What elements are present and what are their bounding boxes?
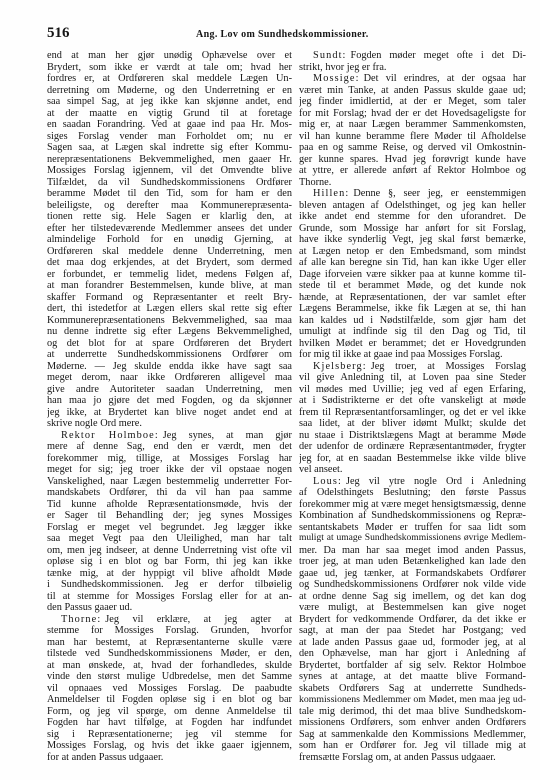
line-text: jeg finder imidlertid, at der er Meget, som taler: [299, 96, 526, 107]
line-text: Kombination af Sundhedskommissionens og Repræ-: [299, 510, 526, 521]
text-line: [47, 568, 292, 580]
paragraph: [47, 430, 292, 614]
text-line: [299, 269, 526, 281]
line-text: nu staae i Distriktslægens Magt at beramme Møde: [299, 429, 526, 441]
line-text: jeg for, at en saadan Bestemmelse ikke vilde blive: [299, 452, 526, 464]
speaker-name: Thorne:: [61, 613, 102, 625]
line-text: stede til et berammet Møde, og det kunde nok: [299, 280, 526, 291]
text-line: [299, 430, 526, 442]
text-line: [299, 648, 526, 660]
text-line: [47, 211, 292, 223]
text-line: [299, 280, 526, 292]
line-text: end at man her gjør unødig Ophævelse over et: [47, 50, 292, 61]
text-line: [299, 556, 526, 568]
line-text: for mit Forslag; hvad der er det Hovedsageligste for: [299, 107, 526, 119]
line-text: man har bestemt, at Repræsentanterne skulle være: [47, 636, 292, 648]
text-line: [47, 96, 292, 108]
line-text: af alle kan beregne sin Tid, han kan ikke Uger eller: [299, 257, 526, 268]
text-line: [47, 556, 292, 568]
line-text: stemme for Mossiges Forslag. Grunden, hvorfor: [47, 625, 292, 636]
text-line: [47, 223, 292, 235]
text-line: [47, 269, 292, 281]
text-line: [299, 510, 526, 522]
text-line: [299, 395, 526, 407]
line-text: at lade anden Passus gaae ud, formoder jeg, at al: [299, 636, 526, 648]
text-line: [47, 395, 292, 407]
text-line: [299, 717, 526, 729]
text-line: [299, 200, 526, 212]
text-line: [47, 131, 292, 143]
text-line: [47, 108, 292, 120]
text-line: [299, 62, 526, 74]
line-text: og Sundhedskommissionens Ordfører nok vilde vide: [299, 579, 526, 590]
text-line: [47, 349, 292, 361]
line-text: troer jeg, at man uden Betænkelighed kan lade den: [299, 556, 526, 567]
text-line: [299, 326, 526, 338]
text-line: [299, 177, 526, 189]
line-text: nerepræsentationens Bekvemmelighed, men gaaer Hr.: [47, 153, 292, 165]
text-line: [47, 533, 292, 545]
text-line: [47, 476, 292, 488]
text-line: [299, 338, 526, 350]
line-text: mandskabets Ordfører, thi da vil han paa samme: [47, 487, 292, 498]
line-text: Mossiges Forslag igjennem, vil det Omvendte blive: [47, 165, 292, 176]
text-line: [299, 706, 526, 718]
text-line: [47, 303, 292, 315]
line-text: hvilken Mødet er berammet; det er Hovedgrunden: [299, 337, 526, 349]
text-line: [47, 165, 292, 177]
text-line: [299, 671, 526, 683]
line-text: sentantskabets Møder er truffen for saa lidt som: [299, 521, 526, 533]
text-line: [47, 292, 292, 304]
text-line: [47, 706, 292, 718]
text-line: [299, 579, 526, 591]
text-line: [299, 545, 526, 557]
text-line: [47, 62, 292, 74]
line-text: Form, og jeg vil spørge, om denne Anmeldelse til: [47, 705, 292, 717]
text-line: [299, 740, 526, 752]
line-text: Forslag er meget vel begrundet. Jeg lægger ikke: [47, 521, 292, 533]
text-line: [299, 694, 526, 706]
speaker-name: Sundt:: [313, 50, 347, 61]
text-line: [47, 510, 292, 522]
text-line: [47, 614, 292, 626]
text-line: [47, 315, 292, 327]
line-text: Jeg troer, at Mossiges Forslag: [370, 360, 526, 372]
text-line: [47, 740, 292, 752]
line-text: han maa jo gjøre det med Fogden, og da skjønner: [47, 395, 292, 406]
line-text: det maa dog erkjendes, at det Brydert, som dermed: [47, 257, 292, 268]
line-text: er forbundet, er temmelig lidet, medens Følgen af,: [47, 268, 292, 280]
text-line: [299, 85, 526, 97]
line-text: ikke andet end stemme for den uforandret. De: [299, 211, 526, 222]
text-line: [299, 464, 526, 476]
line-text: skaffer Formand og Repræsentanter et reelt Bry-: [47, 291, 292, 303]
text-line: [299, 165, 526, 177]
text-line: [299, 349, 526, 361]
line-text: synes at antage, at det maatte blive Formand-: [299, 671, 526, 682]
text-line: [299, 315, 526, 327]
text-line: [47, 142, 292, 154]
text-line: [299, 625, 526, 637]
paragraph: [299, 188, 526, 361]
speaker-name: Hillen:: [313, 188, 350, 199]
line-text: have ikke synderlig Vegt, jeg skal først bemærke,: [299, 234, 526, 245]
line-text: for at anden Passus udgaaer.: [47, 751, 164, 763]
text-line: [47, 453, 292, 465]
text-line: [47, 430, 292, 442]
text-line: [299, 131, 526, 143]
line-text: en saadan Forandring. Ved at gaae ind paa Hr. Mos-: [47, 119, 292, 130]
line-text: sagt, at man der paa Stedet har Postgang; ved: [299, 625, 526, 636]
line-text: gaae ud, jeg tænker, at Formandskabets Ordfører: [299, 567, 526, 579]
line-text: paa en og samme Reise, og derved vil Omkostnin-: [299, 142, 526, 153]
line-text: beramme Mødet til den Tid, som for ham er den: [47, 188, 292, 199]
line-text: at underrette Sundhedskommissionens Ordfører om: [47, 349, 292, 360]
line-text: Grunde, som Mossige har anført for sit Forslag,: [299, 222, 526, 234]
paragraph: [47, 50, 292, 430]
left-column: [47, 50, 292, 763]
line-text: vil opnaaes ved Mossiges Forslag. De paabudte: [47, 682, 292, 694]
text-line: [47, 625, 292, 637]
line-text: tale mig derimod, thi det maa blive Sundhedskom-: [299, 705, 526, 717]
text-line: [299, 154, 526, 166]
line-text: kan kaldes ud i Nødstilfælde, som gjør ham det: [299, 314, 526, 326]
line-text: Tilfældet, da vil Sundhedskommissionens Ordfører: [47, 176, 292, 188]
line-text: vel anseet.: [299, 464, 343, 475]
line-text: kommissionens Medlemmer om Mødet, men maa jeg ud-: [299, 694, 526, 705]
line-text: der udenfor de ordinære Repræsentantmøder, frygter: [299, 441, 526, 452]
line-text: Mossiges Forslag, og hvis det ikke gaaer igjennem,: [47, 740, 292, 751]
line-text: meget derom, naar ikke Ordføreren alligevel maa: [47, 372, 292, 383]
line-text: fordres er, at Ordføreren skal meddele Lægen Un-: [47, 73, 292, 84]
text-line: [47, 487, 292, 499]
text-line: [47, 648, 292, 660]
paragraph: [299, 73, 526, 188]
text-line: [299, 499, 526, 511]
line-text: Brydert, som ikke er værdt at tale om; hvad her: [47, 61, 292, 73]
text-line: [47, 246, 292, 258]
line-text: vil give Anledning til, at Loven paa sine Steder: [299, 372, 526, 383]
text-line: [299, 729, 526, 741]
line-text: den Ophævelse, man har gjort i Anledning af: [299, 648, 526, 659]
line-text: muligt at umage Sundhedskommissionens øvrige Medlem-: [299, 533, 526, 543]
text-line: [299, 384, 526, 396]
line-text: vil han kunne beramme flere Møder til Afholdelse: [299, 130, 526, 142]
text-line: [299, 108, 526, 120]
line-text: derretning om Møderne, og den Underretning er en: [47, 84, 292, 96]
line-text: om, men jeg indseer, at denne Underretning vist ofte vil: [47, 544, 292, 556]
text-line: [47, 280, 292, 292]
line-text: som han er Ordfører for. Jeg vil tillade mig at: [299, 740, 526, 751]
text-line: [299, 246, 526, 258]
text-line: [299, 50, 526, 62]
line-text: dert, thi istedetfor at Lægen ellers skal rette sig efter: [47, 303, 292, 314]
text-line: [299, 292, 526, 304]
text-line: [299, 683, 526, 695]
line-text: saa meget Vegt paa den Uleilighed, man har talt: [47, 533, 292, 544]
text-line: [47, 384, 292, 396]
line-text: af Odelsthingets Beslutning; den første Passus: [299, 487, 526, 498]
text-line: [299, 142, 526, 154]
text-line: [299, 223, 526, 235]
line-text: bleven antagen af Odelsthinget, og jeg kan heller: [299, 199, 526, 211]
text-line: [47, 522, 292, 534]
line-text: tænke mig, at der hyppigt vil blive afholdt Møde: [47, 567, 292, 579]
text-line: [47, 499, 292, 511]
line-text: Brydertet, bortfalder af sig selv. Rektor Holmboe: [299, 659, 526, 671]
line-text: Thorne.: [299, 176, 332, 188]
text-line: [47, 407, 292, 419]
paragraph: [299, 361, 526, 476]
text-line: [299, 752, 526, 764]
line-text: at man forandrer Bestemmelsen, kunde blive, at man: [47, 280, 292, 291]
line-text: Sagen saa, at Lægen skal indrette sig efter Kommu-: [47, 142, 292, 153]
line-text: frem til Repræsentantforsamlinger, og det er vel ikke: [299, 406, 526, 418]
text-line: [47, 683, 292, 695]
running-title: Ang. Lov om Sundhedskommissioner.: [196, 29, 369, 40]
text-line: [47, 50, 292, 62]
line-text: at Lægen netop er den Embedsmand, som mindst: [299, 245, 526, 257]
line-text: at man ønskede, at, hvad der forhandledes, skulde: [47, 659, 292, 671]
line-text: Jeg synes, at man gjør: [162, 429, 292, 441]
text-line: [299, 211, 526, 223]
text-line: [47, 257, 292, 269]
line-text: for mig til ikke at gaae ind paa Mossiges Forslag.: [299, 349, 503, 360]
text-line: [299, 476, 526, 488]
line-text: Ordføreren skal meddele denne Underretning, men: [47, 245, 292, 257]
line-text: være muligt, at Bestemmelsen kan give noget: [299, 602, 526, 613]
text-line: [299, 73, 526, 85]
text-line: [47, 200, 292, 212]
text-line: [47, 671, 292, 683]
line-text: at der maatte en vigtig Grund til at foretage: [47, 107, 292, 119]
text-line: [47, 119, 292, 131]
line-text: forekommer mig, tillige, at Mossiges Forslag har: [47, 452, 292, 464]
line-text: at ordne denne Sag sig imellem, og det kan dog: [299, 590, 526, 602]
line-text: beleiligste, og derefter maa Kommunerepræsenta-: [47, 199, 292, 211]
text-line: [299, 487, 526, 499]
text-line: [299, 188, 526, 200]
line-text: strikt, hvor jeg er fra.: [299, 61, 387, 73]
text-line: [299, 533, 526, 545]
line-text: skabets Ordførers Sag at underrette Sundheds-: [299, 682, 526, 694]
text-line: [47, 441, 292, 453]
line-text: nu denne indrette sig efter Lægens Bekvemmelighed,: [47, 326, 292, 337]
line-text: Sag at sammenkalde den Kommissions Medlemmer,: [299, 728, 526, 740]
text-line: [299, 568, 526, 580]
paragraph: [299, 50, 526, 73]
line-text: Brydert for vedkommende Ordfører, da det ikke er: [299, 613, 526, 625]
line-text: saa lidet, at der bliver idømt Mulkt; skulde det: [299, 418, 526, 429]
text-line: [47, 85, 292, 97]
line-text: Jeg vil erklære, at jeg agter at: [105, 613, 292, 625]
speaker-name: Rektor Holmboe:: [61, 429, 159, 441]
line-text: Denne §, seer jeg, er eenstemmigen: [353, 188, 526, 199]
paragraph: [299, 476, 526, 764]
text-line: [299, 614, 526, 626]
text-line: [299, 257, 526, 269]
paragraph: [47, 614, 292, 764]
text-line: [47, 326, 292, 338]
right-column: [299, 50, 526, 763]
text-line: [299, 303, 526, 315]
text-line: [47, 637, 292, 649]
text-line: [299, 96, 526, 108]
line-text: den Passus gaaer ud.: [47, 602, 133, 613]
line-text: mig er, at naar Lægen berammer Sammenkomsten,: [299, 119, 526, 130]
line-text: at yttre, er allerede anført af Rektor Holmboe og: [299, 165, 526, 176]
line-text: efter her tilstedeværende Medlemmer ansees det under: [47, 222, 292, 234]
text-line: [47, 234, 292, 246]
line-text: er Sager til Behandling der; jeg synes Mossiges: [47, 510, 292, 521]
text-line: [47, 464, 292, 476]
line-text: umuligt at indfinde sig til den Dag og Tid, til: [299, 326, 526, 337]
text-line: [47, 73, 292, 85]
text-line: [299, 441, 526, 453]
text-line: [47, 188, 292, 200]
line-text: almindelige Forhold for en unødig Gjerning, at: [47, 234, 292, 245]
text-line: [299, 453, 526, 465]
line-text: Lægens Berammelse, ikke fik Lægen at se, thi han: [299, 303, 526, 314]
line-text: saa simpel Sag, at jeg ikke kan skjønne andet, end: [47, 96, 292, 107]
text-line: [47, 579, 292, 591]
text-line: [299, 660, 526, 672]
line-text: siges Forslag vender man Forholdet om; nu er: [47, 130, 292, 142]
line-text: hænde, at Repræsentationen, der var samlet efter: [299, 291, 526, 303]
line-text: Tid kunne afholde Repræsentationsmøde, hvis der: [47, 498, 292, 510]
text-line: [47, 602, 292, 614]
line-text: forekommer mig at være meget hensigtsmæssig, denne: [299, 498, 526, 510]
text-line: [299, 637, 526, 649]
text-line: [299, 234, 526, 246]
line-text: vil mødes med Uvillie; jeg ved af egen Erfaring,: [299, 383, 526, 395]
line-text: opløse sig i en blot og bar Form, thi jeg kan ikke: [47, 556, 292, 567]
line-text: vinde den størst mulige Udbredelse, men det Samme: [47, 671, 292, 682]
page-number: 516: [47, 25, 70, 41]
text-line: [47, 418, 292, 430]
text-line: [299, 361, 526, 373]
line-text: Jeg vil ytre nogle Ord i Anledning: [345, 475, 526, 487]
line-text: ger kunne spares. Hvad jeg forøvrigt kunde have: [299, 153, 526, 165]
text-line: [47, 752, 292, 764]
line-text: meget for sig; jeg troer ikke der vil opstaae nogen: [47, 464, 292, 475]
line-text: været min Tanke, at anden Passus skulde gaae ud;: [299, 84, 526, 96]
line-text: tionen rette sig. Hele Sagen er klarlig den, at: [47, 211, 292, 222]
text-line: [299, 372, 526, 384]
line-text: i Sundhedskommissionen. Jeg er derfor tilbøielig: [47, 579, 292, 590]
line-text: og det blot for at spare Ordføreren det Brydert: [47, 337, 292, 349]
text-line: [47, 591, 292, 603]
text-line: [299, 591, 526, 603]
line-text: skrive nogle Ord mere.: [47, 418, 142, 429]
line-text: Fogden møder meget ofte i det Di-: [350, 50, 526, 61]
line-text: Møderne. — Jeg skulde endda ikke have sagt saa: [47, 360, 292, 372]
text-line: [47, 717, 292, 729]
line-text: jeg ikke, at Brydertet kan blive noget andet end at: [47, 406, 292, 418]
text-line: [299, 119, 526, 131]
line-text: give andre Autoriteter saadan Underretning, men: [47, 383, 292, 395]
text-line: [47, 372, 292, 384]
text-line: [299, 407, 526, 419]
text-line: [47, 660, 292, 672]
text-line: [47, 545, 292, 557]
line-text: Anmeldelser til Fogden opløse sig i en blot og bar: [47, 694, 292, 705]
text-line: [299, 602, 526, 614]
line-text: tilstede ved Sundhedskommissionens Møder, er den,: [47, 648, 292, 659]
text-line: [47, 694, 292, 706]
text-line: [47, 177, 292, 189]
line-text: Kommunerepræsentationens Bekvemmelighed, saa maa: [47, 314, 292, 326]
line-text: Dage iforveien være sikker paa at kunne komme til-: [299, 268, 526, 280]
text-line: [299, 522, 526, 534]
line-text: til at stemme for Mossiges Forslag eller for at an-: [47, 590, 292, 602]
line-text: missionens Ordførers, som enhver anden Ordførers: [299, 717, 526, 728]
line-text: sig i Repræsentationerne; jeg vil stemme for: [47, 728, 292, 740]
text-line: [47, 361, 292, 373]
speaker-name: Kjelsberg:: [313, 360, 367, 372]
line-text: fremsætte Forslag om, at anden Passus udgaaer.: [299, 751, 496, 763]
speaker-name: Mossige:: [313, 73, 360, 84]
line-text: Fogden har havt tilfølge, at Fogden har indfundet: [47, 717, 292, 728]
text-line: [299, 418, 526, 430]
line-text: mere af denne Sag, end den er værdt, men det: [47, 441, 292, 452]
line-text: mer. Da man har saa meget imod anden Passus,: [299, 544, 526, 556]
speaker-name: Lous:: [313, 475, 342, 487]
line-text: Vanskelighed, naar Lægen bestemmelig underretter For-: [47, 475, 292, 487]
line-text: at i Sødistrikterne er det ofte vanskeligt at møde: [299, 395, 526, 406]
text-line: [47, 338, 292, 350]
text-line: [47, 154, 292, 166]
line-text: Det vil erindres, at der ogsaa har: [363, 73, 526, 84]
text-line: [47, 729, 292, 741]
